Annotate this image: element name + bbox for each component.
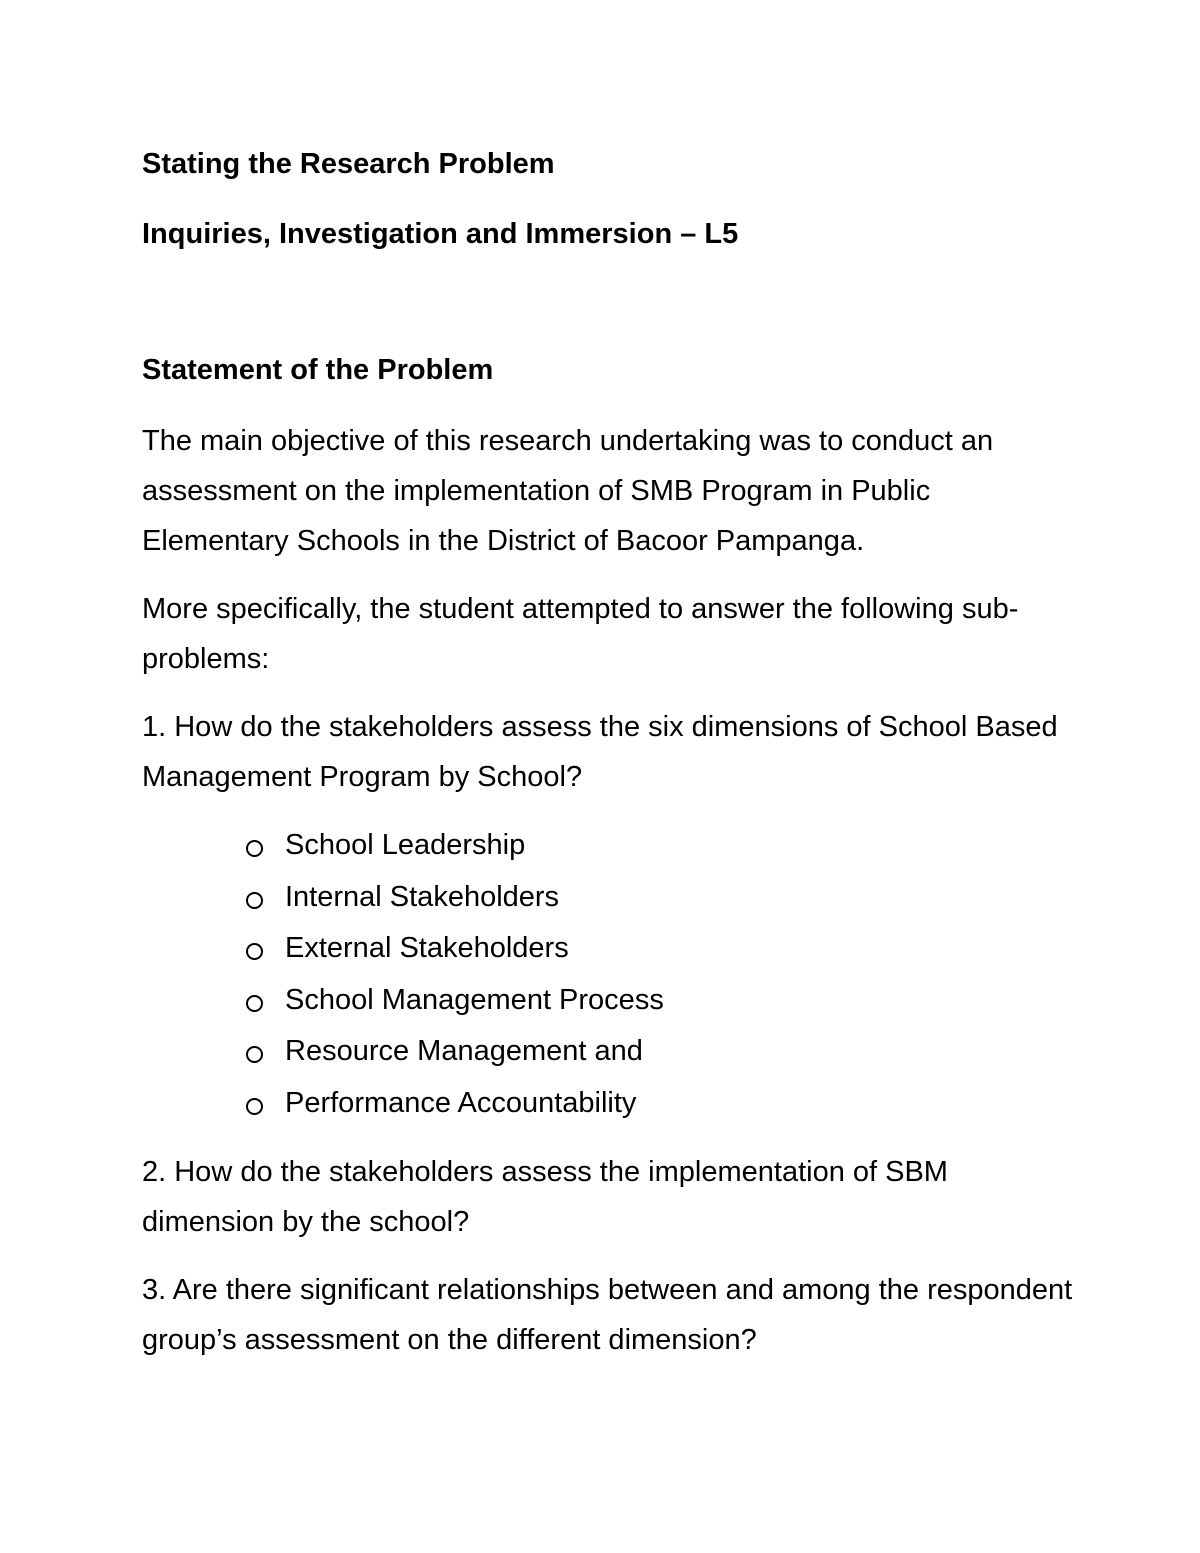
document-content	[142, 142, 1082, 1383]
circle-bullet-icon	[246, 840, 263, 857]
question-2: 2. How do the stakeholders assess the implementation of SBM dimension by the school?	[142, 1156, 948, 1238]
document-title: Stating the Research Problem	[142, 148, 555, 180]
question-3: 3. Are there significant relationships between and among the respondent group’s assessment on the different dimension?	[142, 1274, 1073, 1356]
objective-paragraph: The main objective of this research undertaking was to conduct an assessment on the implementation of SMB Program in Public Elementary Schools in the District of Bacoor Pampanga.	[142, 425, 994, 557]
list-item	[246, 975, 1082, 1027]
section-heading: Statement of the Problem	[142, 354, 494, 386]
list-item-label: External Stakeholders	[285, 932, 569, 964]
list-item-label: School Leadership	[285, 829, 526, 861]
list-item-label: Performance Accountability	[285, 1086, 637, 1119]
circle-bullet-icon	[246, 995, 263, 1012]
list-item	[246, 1026, 1082, 1078]
list-item	[246, 820, 1082, 872]
dimensions-list	[142, 820, 1082, 1129]
list-item-label: School Management Process	[285, 983, 664, 1016]
list-item-label: Resource Management and	[285, 1035, 643, 1067]
list-item	[246, 872, 1082, 924]
circle-bullet-icon	[246, 1098, 263, 1115]
list-item	[246, 1078, 1082, 1130]
circle-bullet-icon	[246, 943, 263, 960]
list-item-label: Internal Stakeholders	[285, 880, 560, 913]
document-subtitle: Inquiries, Investigation and Immersion – L5	[142, 218, 739, 250]
sub-problems-intro: More specifically, the student attempted to answer the following sub-problems:	[142, 593, 1019, 675]
question-1: 1. How do the stakeholders assess the six dimensions of School Based Management Program by School?	[142, 711, 1058, 793]
circle-bullet-icon	[246, 1046, 263, 1063]
list-item	[246, 923, 1082, 975]
circle-bullet-icon	[246, 892, 263, 909]
